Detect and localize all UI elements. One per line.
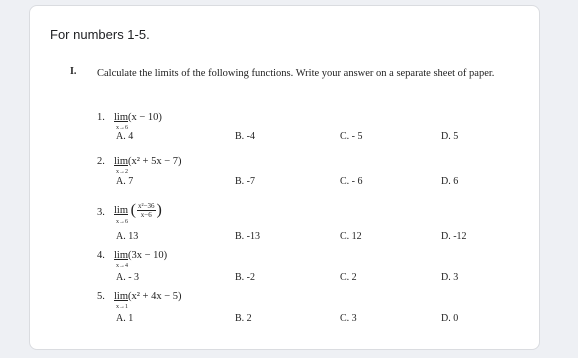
question-1-expression: (x − 10) <box>128 112 162 123</box>
section-number: I. <box>70 66 77 77</box>
question-1-choice-a: A. 4 <box>116 131 134 142</box>
question-2-number: 2. <box>97 156 105 167</box>
question-4-expression: (3x − 10) <box>128 250 168 261</box>
question-3-fraction <box>137 202 156 219</box>
question-5-choice-d: D. 0 <box>441 313 459 324</box>
question-3-number: 3. <box>97 207 105 218</box>
question-3-choice-d: D. -12 <box>441 231 467 242</box>
question-2-expression: (x² + 5x − 7) <box>128 156 182 167</box>
question-1-choice-b: B. -4 <box>235 131 255 142</box>
lim-operator: lim <box>114 291 129 302</box>
question-5-limit <box>114 291 182 302</box>
question-4-limit <box>114 250 167 261</box>
question-3-choice-c: C. 12 <box>340 231 362 242</box>
question-1-limit <box>114 112 162 123</box>
question-5-choice-a: A. 1 <box>116 313 134 324</box>
question-4-choice-c: C. 2 <box>340 272 357 283</box>
question-4-choice-b: B. -2 <box>235 272 255 283</box>
question-3-choice-a: A. 13 <box>116 231 139 242</box>
question-3-choice-b: B. -13 <box>235 231 260 242</box>
fraction-denominator: x−6 <box>140 211 152 219</box>
lim-operator: lim <box>114 112 129 123</box>
question-5-number: 5. <box>97 291 105 302</box>
question-5-choice-c: C. 3 <box>340 313 357 324</box>
question-2-approach: x→2 <box>116 169 128 175</box>
question-5-choice-b: B. 2 <box>235 313 252 324</box>
question-5-expression: (x² + 4x − 5) <box>128 291 182 302</box>
lim-operator: lim <box>114 204 129 216</box>
question-2-choice-b: B. -7 <box>235 176 255 187</box>
question-4-approach: x→4 <box>116 263 128 269</box>
question-2-choice-d: D. 6 <box>441 176 459 187</box>
lim-operator: lim <box>114 156 129 167</box>
left-paren: ( <box>130 201 136 219</box>
fraction-numerator: x²−36 <box>137 202 155 210</box>
lim-operator: lim <box>114 250 129 261</box>
question-4-choice-a: A. - 3 <box>116 272 140 283</box>
question-header: For numbers 1-5. <box>50 27 150 42</box>
question-4-number: 4. <box>97 250 105 261</box>
question-1-number: 1. <box>97 112 105 123</box>
form-card <box>29 5 540 350</box>
question-1-choice-d: D. 5 <box>441 131 459 142</box>
question-1-choice-c: C. - 5 <box>340 131 363 142</box>
right-paren: ) <box>156 201 162 219</box>
question-4-choice-d: D. 3 <box>441 272 459 283</box>
question-3-approach: x→6 <box>116 219 128 225</box>
question-2-limit <box>114 156 182 167</box>
question-5-approach: x→1 <box>116 304 128 310</box>
question-2-choice-a: A. 7 <box>116 176 134 187</box>
question-3-limit <box>114 202 162 219</box>
question-2-choice-c: C. - 6 <box>340 176 363 187</box>
question-1-approach: x→6 <box>116 125 128 131</box>
instructions: Calculate the limits of the following functions. Write your answer on a separate sheet of paper. <box>97 68 495 79</box>
